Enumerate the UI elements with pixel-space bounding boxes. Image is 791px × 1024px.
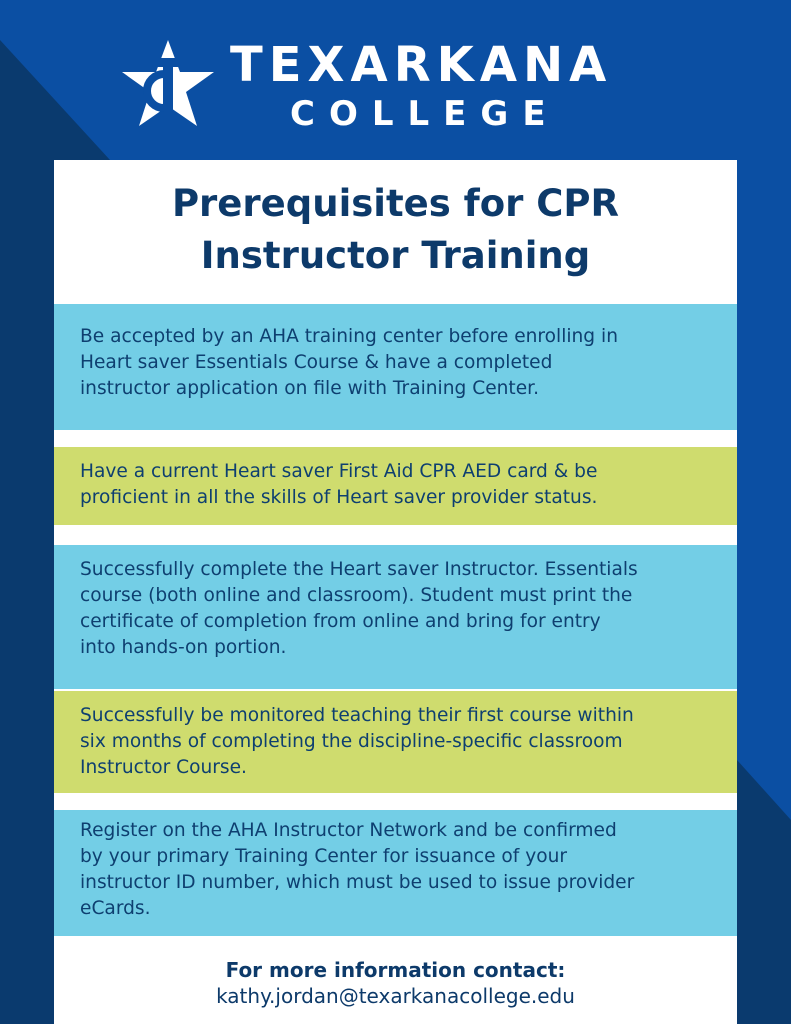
requirement-box-1 [54,304,737,430]
requirement-line: six months of completing the discipline-specific classroom [80,731,623,752]
content-panel [54,160,737,1024]
requirement-line: Heart saver Essentials Course & have a completed [80,352,553,373]
requirement-line: Have a current Heart saver First Aid CPR AED card & be [80,461,598,482]
title-line-2: Instructor Training [200,234,591,277]
college-logo [118,36,678,136]
logo-wordmark-college: COLLEGE [290,94,560,134]
requirement-line: proficient in all the skills of Heart saver provider status. [80,487,598,508]
requirement-box-4 [54,691,737,793]
contact-heading: For more information contact: [225,958,566,982]
requirement-line: certificate of completion from online and bring for entry [80,611,601,632]
requirement-line: instructor ID number, which must be used to issue provider [80,872,635,893]
requirement-line: Successfully be monitored teaching their first course within [80,705,634,726]
logo-wordmark-texarkana: TEXARKANA [230,37,613,93]
requirement-box-3 [54,545,737,689]
requirement-line: eCards. [80,898,151,919]
requirement-box-2 [54,447,737,525]
requirement-line: Register on the AHA Instructor Network and be confirmed [80,820,617,841]
page-title [54,178,737,282]
requirement-line: by your primary Training Center for issuance of your [80,846,568,867]
requirement-line: Be accepted by an AHA training center before enrolling in [80,326,618,347]
requirement-line: into hands-on portion. [80,637,287,658]
requirement-line: Successfully complete the Heart saver Instructor. Essentials [80,559,638,580]
contact-email-link[interactable]: kathy.jordan@texarkanacollege.edu [216,984,575,1008]
requirement-line: course (both online and classroom). Student must print the [80,585,633,606]
title-line-1: Prerequisites for CPR [171,182,620,225]
tc-star-icon [118,36,218,136]
requirement-line: Instructor Course. [80,757,247,778]
requirement-line: instructor application on file with Training Center. [80,378,539,399]
requirement-box-5 [54,810,737,936]
